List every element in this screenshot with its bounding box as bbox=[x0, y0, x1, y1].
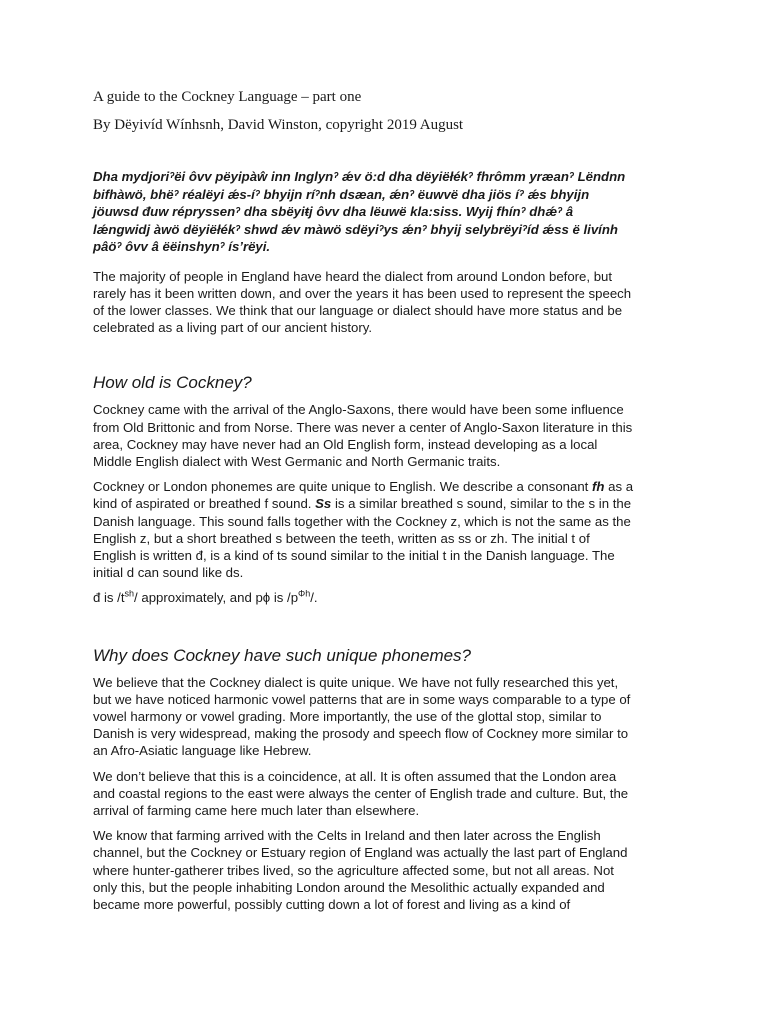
document-title: A guide to the Cockney Language – part one bbox=[93, 89, 362, 105]
paragraph: We believe that the Cockney dialect is quite unique. We have not fully researched this yet, but we have noticed harmonic vowel patterns that are in some ways comparable to a type of vowel harmony or vowel grading. More importantly, the use of the glottal stop, similar to Danish is very widespread, making the prosody and speech flow of Cockney more similar to an Afro-Asiatic language like Hebrew. bbox=[93, 674, 631, 759]
english-intro-paragraph: The majority of people in England have heard the dialect from around London before, but rarely has it been written down, and over the years it has been used to represent the speech of the lower classes. We think that our language or dialect should have more status and be celebrated as a living part of our ancient history. bbox=[93, 268, 632, 336]
text-run: đ is /t bbox=[93, 590, 125, 606]
text-run: is a similar breathed s sound, similar to the s in the Danish language. This sound falls together with the Cockney z, which is not the same as the English z, but a short breathed s between the teeth, written as ss or zh. The initial t of English is written đ, is a kind of ts sound similar to the initial t in the Danish language. The initial d can sound like ds. bbox=[93, 496, 632, 581]
section-heading: Why does Cockney have such unique phonemes? bbox=[93, 645, 472, 665]
phonemes-paragraph bbox=[93, 478, 678, 581]
ss-term: Ss bbox=[315, 496, 332, 512]
paragraph: We know that farming arrived with the Celts in Ireland and then later across the English channel, but the Cockney or Estuary region of England was actually the last part of England where hunter-gatherer tribes lived, so the agriculture affected some, but not all areas. Not only this, but the people inhabiting London around the Mesolithic actually expanded and became more powerful, possibly cutting down a lot of forest and living as a kind of bbox=[93, 828, 628, 912]
section-unique-phonemes bbox=[93, 645, 678, 914]
paragraph: Cockney came with the arrival of the Anglo-Saxons, there would have been some influence from Old Brittonic and from Norse. There was never a center of Anglo-Saxon literature in this area, Cockney may have never had an Old English form, instead developing as a local Middle English dialect with West Germanic and North Germanic traits. bbox=[93, 402, 633, 469]
text-run: / approximately, and pϕ is /p bbox=[134, 590, 299, 606]
paragraph: We don’t believe that this is a coincidence, at all. It is often assumed that the London area and coastal regions to the east were always the center of English trade and culture. But, the arrival of farming came here much later than elsewhere. bbox=[93, 768, 629, 818]
text-run: as a kind of aspirated or breathed f sound. bbox=[93, 479, 634, 512]
cockney-intro-paragraph: Dha mydjoriˀëi ôvv pëyipàŵ inn Inglynˀ ǽv ö:d dha dëyiëłékˀ fhrômm yræanˀ Lëndnn bifhàwö, bhëˀ réalëyi ǽs-íˀ bhyijn ríˀnh dsæan, ǽnˀ ëuwvë dha jiös íˀ ǽs bhyijn jöuwsd đuw répryssenˀ dha sbëyiŧj ôvv dha lëuwë kla:siss. Wyij fhínˀ dhǽˀ â lǽngwidj àwö dëyiëłékˀ shwd ǽv màwö sdëyiˀys ǽnˀ bhyij selybrëyiˀíd ǽss ë livính pâöˀ ôvv â ëëinshynˀ ís’rëyi. bbox=[93, 169, 626, 254]
superscript: sh bbox=[124, 588, 135, 599]
section-heading: How old is Cockney? bbox=[93, 373, 252, 393]
text-run: /. bbox=[310, 590, 318, 606]
text-run: Cockney or London phonemes are quite unique to English. We describe a consonant bbox=[93, 479, 593, 495]
ipa-paragraph bbox=[93, 589, 678, 606]
fh-term: fh bbox=[592, 479, 605, 495]
superscript: Φh bbox=[298, 588, 311, 599]
document-page bbox=[93, 88, 678, 921]
section-how-old bbox=[93, 372, 678, 606]
document-byline: By Dëyivíd Wínhsnh, David Winston, copyright 2019 August bbox=[93, 117, 464, 133]
